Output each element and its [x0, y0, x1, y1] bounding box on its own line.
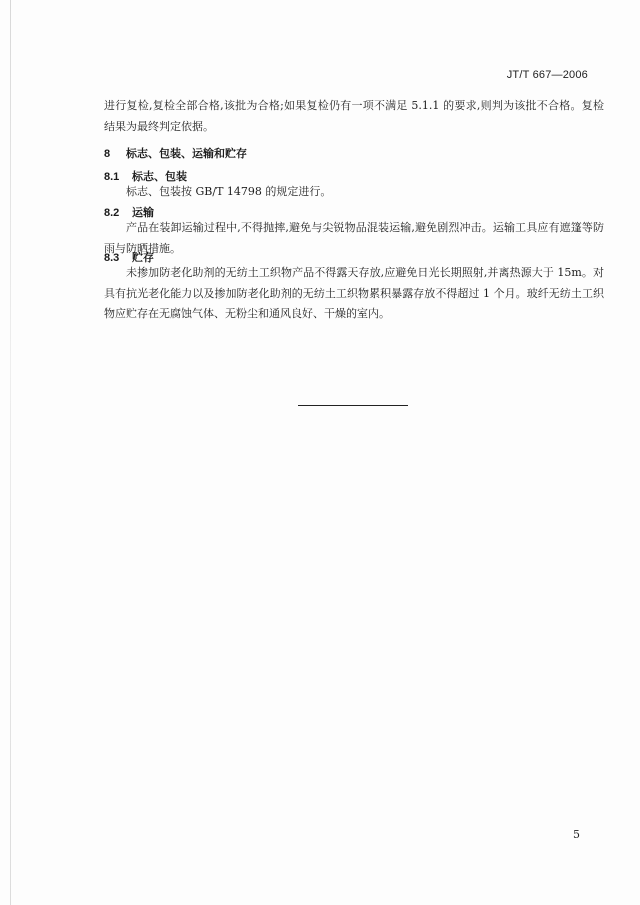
- document-code: JT/T 667—2006: [506, 69, 588, 81]
- intro-text: 进行复检,复检全部合格,该批为合格;如果复检仍有一项不满足 5.1.1 的要求,则判为该批不合格。复检结果为最终判定依据。: [104, 99, 604, 133]
- page-number: 5: [573, 828, 580, 841]
- section-8-2-body: [104, 218, 604, 259]
- section-8-3-text: 未掺加防老化助剂的无纺土工织物产品不得露天存放,应避免日光长期照射,并离热源大于 15m。对具有抗光老化能力以及掺加防老化助剂的无纺土工织物累积暴露存放不得超过 1 个月。玻纤无纺土工织物应贮存在无腐蚀气体、无粉尘和通风良好、干燥的室内。: [104, 266, 604, 320]
- section-8-number: 8: [104, 148, 111, 160]
- section-8-1-body: [104, 182, 604, 203]
- section-8-2-text: 产品在装卸运输过程中,不得抛摔,避免与尖锐物品混装运输,避免剧烈冲击。运输工具应有遮篷等防雨与防晒措施。: [104, 221, 604, 255]
- section-8-3-body: [104, 263, 604, 325]
- section-8-3-title: 贮存: [132, 251, 154, 264]
- end-of-document-rule: [298, 405, 408, 406]
- section-8-1-title: 标志、包装: [132, 170, 187, 183]
- section-8-2-number: 8.2: [104, 207, 120, 219]
- section-8-3-number: 8.3: [104, 252, 120, 264]
- section-8-1-number: 8.1: [104, 171, 120, 183]
- section-8-title: 标志、包装、运输和贮存: [126, 147, 247, 160]
- intro-paragraph: [104, 96, 604, 137]
- section-8-2-title: 运输: [132, 206, 154, 219]
- scan-edge-line: [10, 0, 11, 905]
- section-8-heading: [104, 145, 247, 161]
- section-8-1-text: 标志、包装按 GB/T 14798 的规定进行。: [126, 185, 332, 198]
